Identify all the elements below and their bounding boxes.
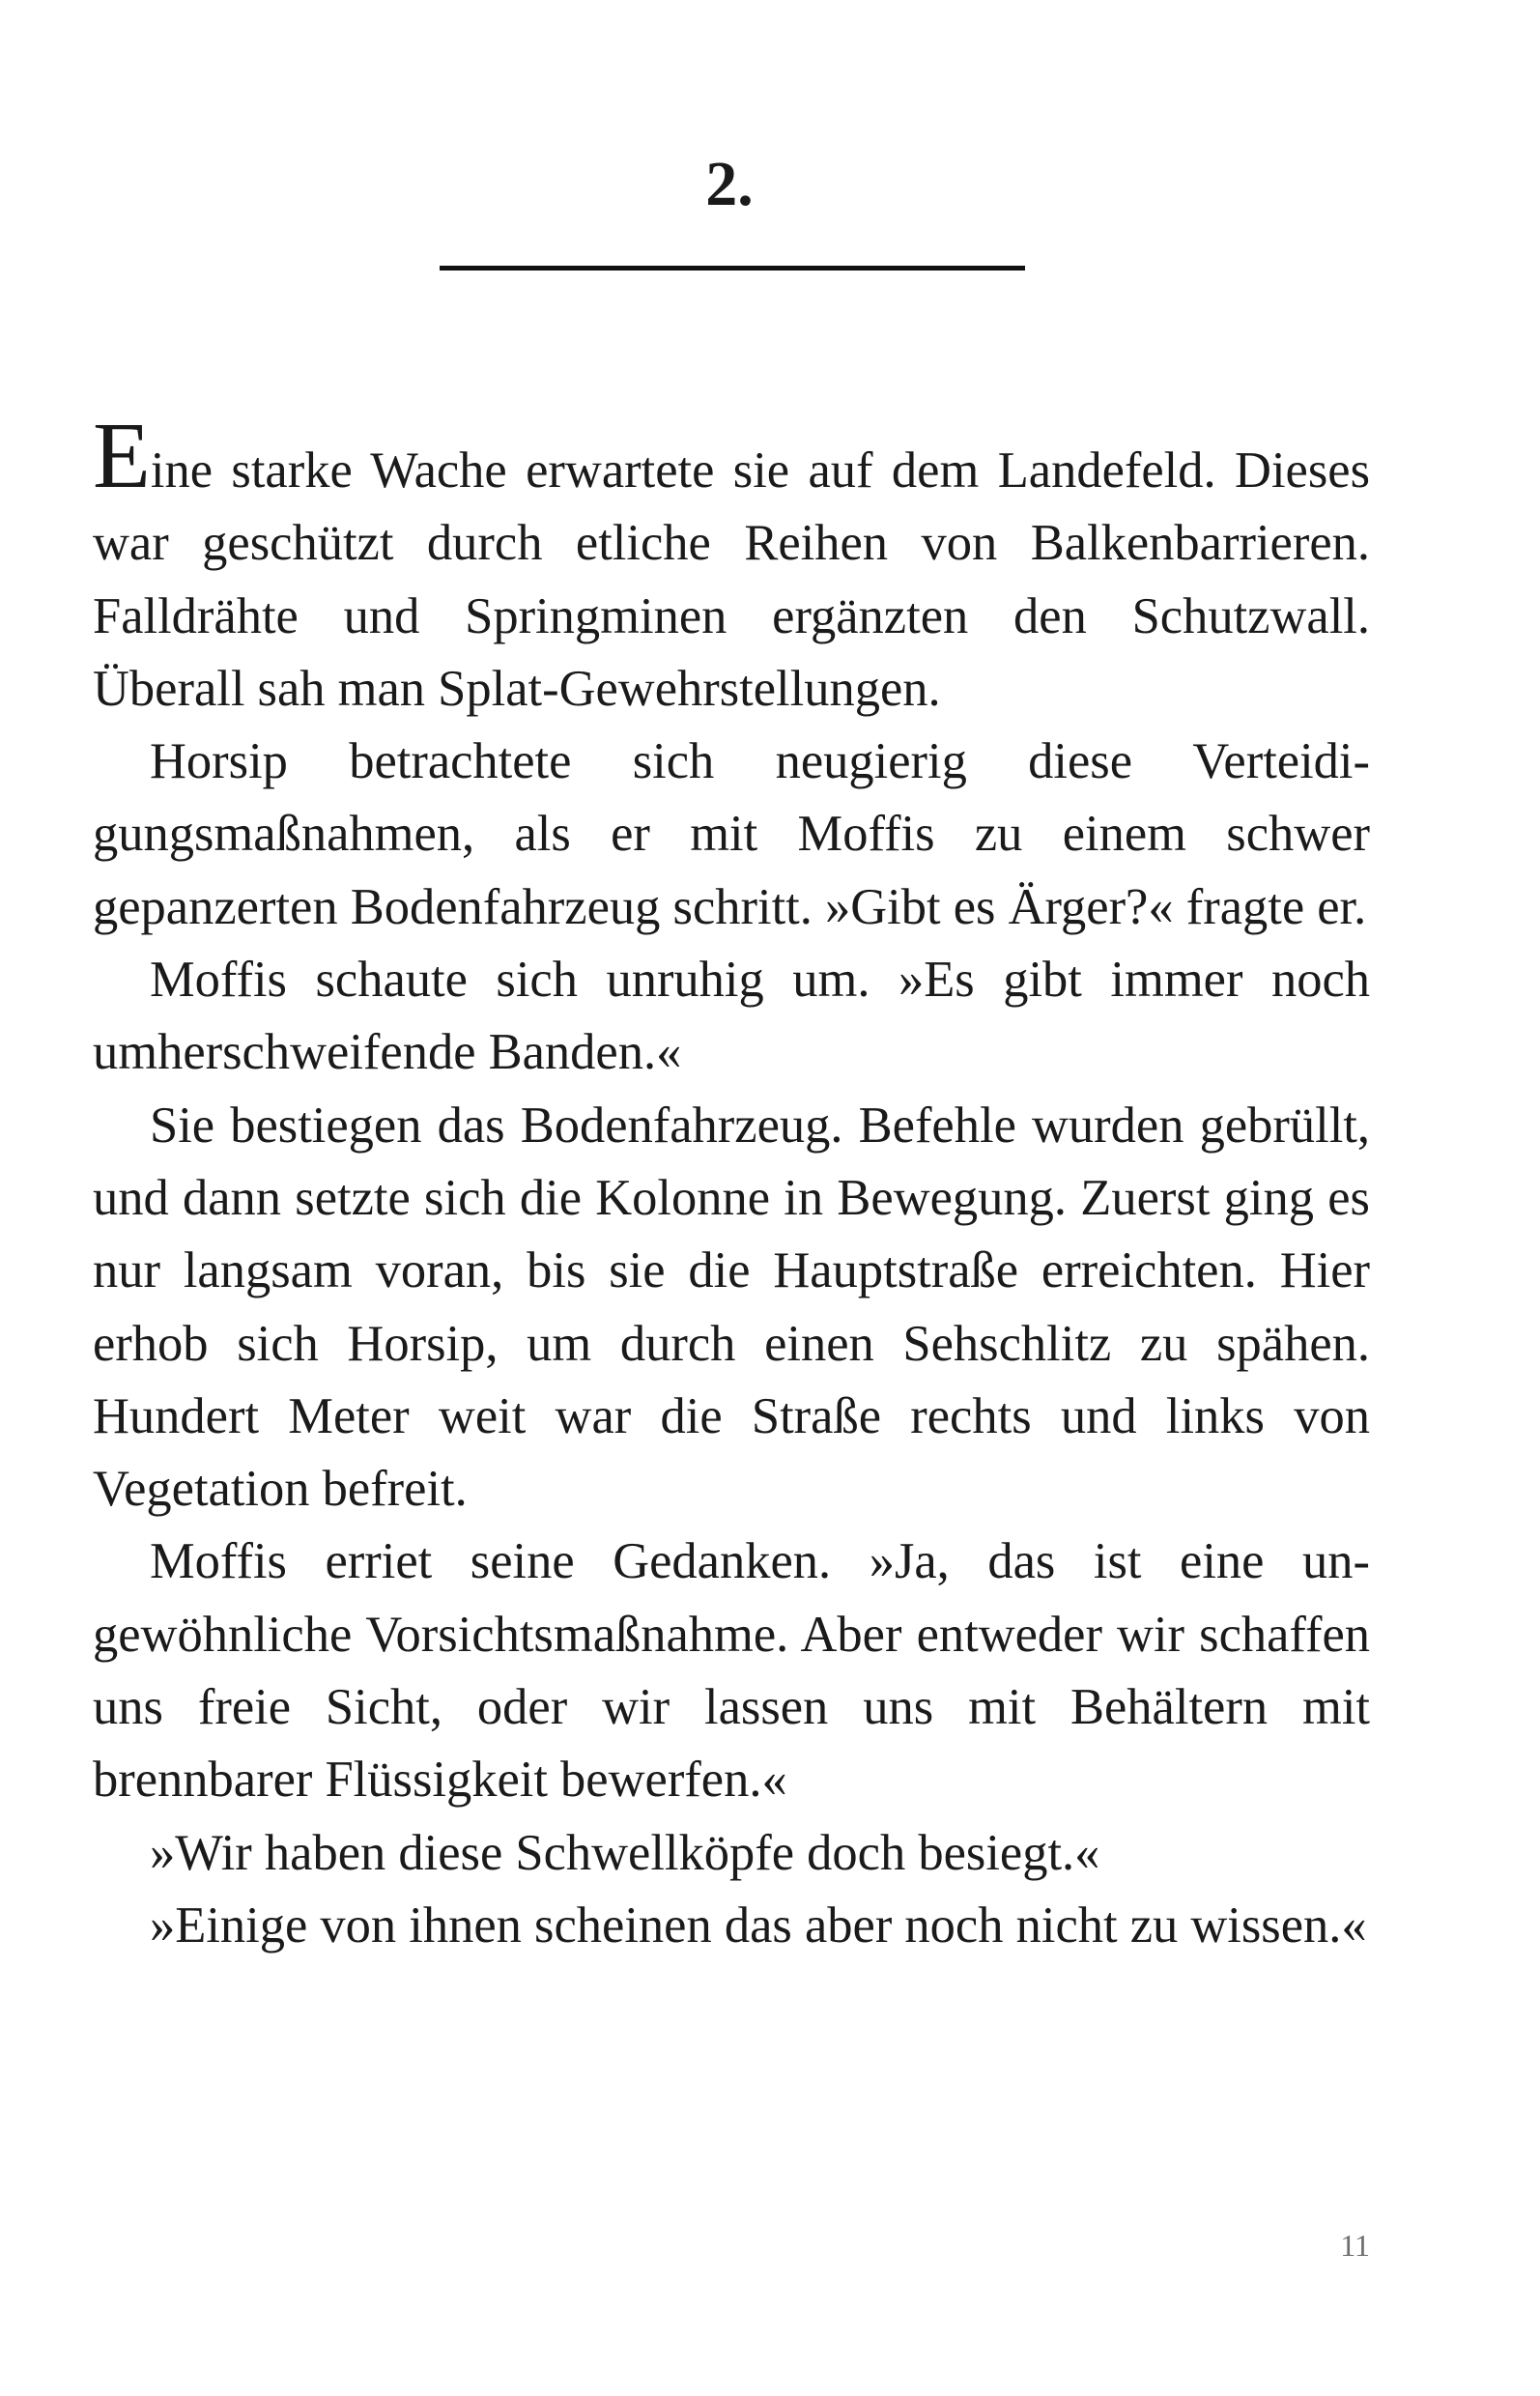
chapter-divider [440, 266, 1025, 271]
body-text [93, 404, 1370, 1962]
chapter-number: 2. [705, 149, 754, 219]
paragraph-1 [93, 404, 1370, 726]
page-number: 11 [1340, 2228, 1370, 2263]
paragraph-4: Sie bestiegen das Bodenfahrzeug. Befehle wurden gebrüllt, und dann setzte sich die Kolonne in Bewegung. Zuerst ging es nur langsam voran, bis sie die Hauptstraße erreichten. Hier erhob sich Horsip, um durch einen Sehschlitz zu spähen. Hundert Meter weit war die Straße rechts und links von Vegetation befreit. [93, 1097, 1370, 1518]
paragraph-1-text: ine starke Wache erwartete sie auf dem Landefeld. Dieses war geschützt durch etliche Reihen von Balkenbarrieren. Falldrähte und Springminen ergänzten den Schutzwall. Überall sah man Splat-Gewehrstellungen. [93, 442, 1370, 717]
paragraph-3: Moffis schaute sich unruhig um. »Es gibt immer noch umherschweifende Banden.« [93, 952, 1370, 1081]
drop-initial: E [93, 404, 151, 508]
paragraph-5: Moffis erriet seine Gedanken. »Ja, das ist eine ungewöhnliche Vorsichtsmaßnahme. Aber entweder wir schaffen uns freie Sicht, oder wir lassen uns mit Behältern mit brennbarer Flüssigkeit bewerfen.« [93, 1533, 1370, 1809]
paragraph-6: »Wir haben diese Schwellköpfe doch besiegt.« [150, 1824, 1100, 1881]
paragraph-7: »Einige von ihnen scheinen das aber noch nicht zu wissen.« [150, 1897, 1367, 1954]
paragraph-2: Horsip betrachtete sich neugierig diese Verteidigungsmaßnahmen, als er mit Moffis zu einem schwer gepanzerten Bodenfahrzeug schritt. »Gibt es Ärger?« fragte er. [93, 733, 1370, 935]
